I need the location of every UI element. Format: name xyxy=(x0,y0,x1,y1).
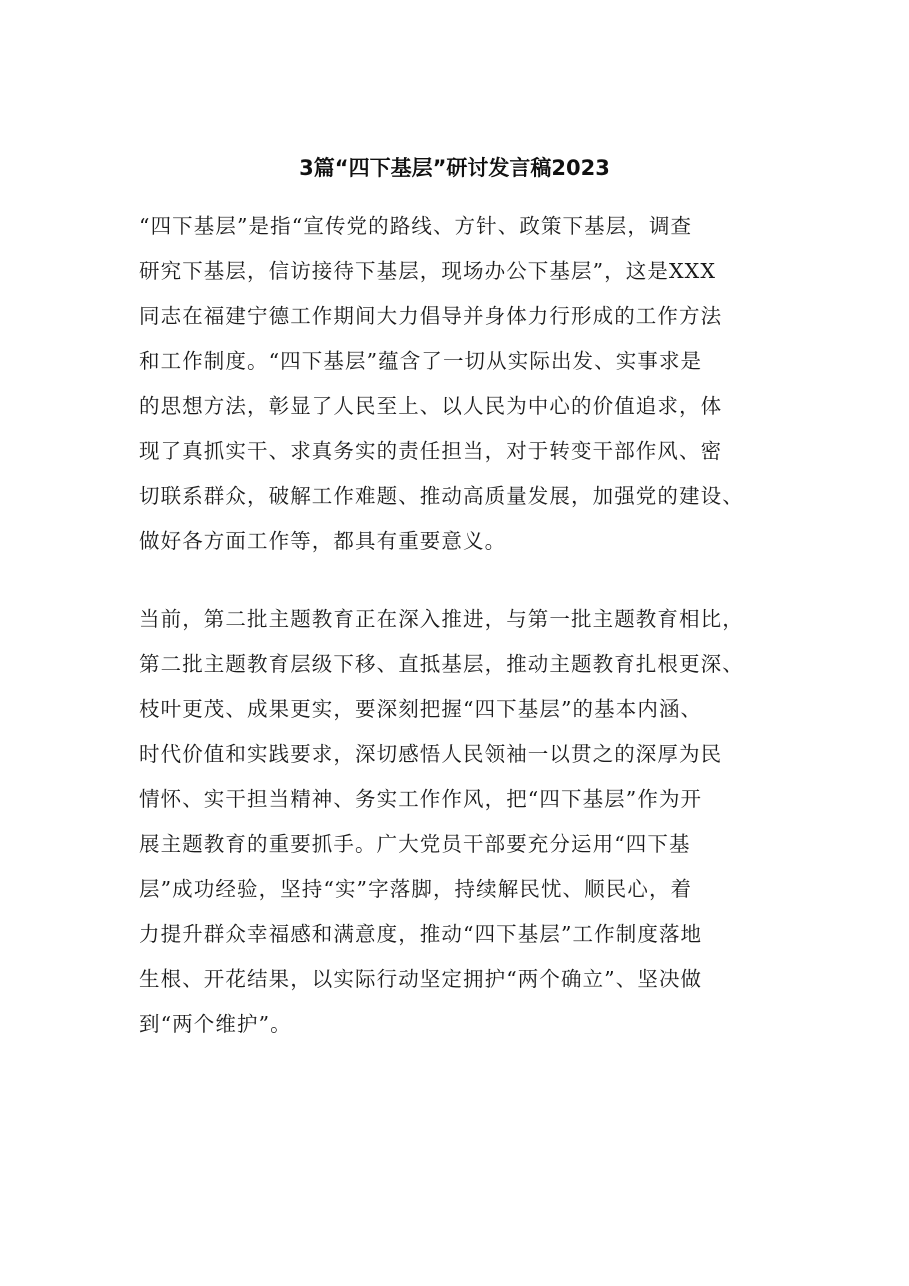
text-line: 做好各方面工作等，都具有重要意义。 xyxy=(139,529,507,553)
text-line: 切联系群众，破解工作难题、推动高质量发展，加强党的建设、 xyxy=(139,484,744,508)
text-line: 同志在福建宁德工作期间大力倡导并身体力行形成的工作方法 xyxy=(139,304,723,328)
document-title: 3篇“四下基层”研讨发言稿2023 xyxy=(299,156,610,180)
text-line: 的思想方法，彰显了人民至上、以人民为中心的价值追求，体 xyxy=(139,394,723,418)
text-line: 枝叶更茂、成果更实，要深刻把握“四下基层”的基本内涵、 xyxy=(139,697,703,721)
text-line: 情怀、实干担当精神、务实工作作风，把“四下基层”作为开 xyxy=(139,787,703,811)
text-line: 力提升群众幸福感和满意度，推动“四下基层”工作制度落地 xyxy=(139,922,703,946)
text-line: 第二批主题教育层级下移、直抵基层，推动主题教育扎根更深、 xyxy=(139,652,744,676)
text-line: 时代价值和实践要求，深切感悟人民领袖一以贯之的深厚为民 xyxy=(139,742,723,766)
text-line: 和工作制度。“四下基层”蕴含了一切从实际出发、实事求是 xyxy=(139,349,703,373)
paragraph-2 xyxy=(139,597,779,1047)
text-line: 研究下基层，信访接待下基层，现场办公下基层”，这是XXX xyxy=(139,259,717,283)
text-line: 层”成功经验，坚持“实”字落脚，持续解民忧、顺民心，着 xyxy=(139,877,693,901)
text-line: “四下基层”是指“宣传党的路线、方针、政策下基层，调查 xyxy=(139,214,693,238)
text-line: 到“两个维护”。 xyxy=(139,1012,292,1036)
text-line: 展主题教育的重要抓手。广大党员干部要充分运用“四下基 xyxy=(139,832,691,856)
paragraph-1 xyxy=(139,204,779,564)
text-line: 当前，第二批主题教育正在深入推进，与第一批主题教育相比， xyxy=(139,607,744,631)
text-line: 现了真抓实干、求真务实的责任担当，对于转变干部作风、密 xyxy=(139,439,723,463)
text-line: 生根、开花结果，以实际行动坚定拥护“两个确立”、坚决做 xyxy=(139,967,703,991)
